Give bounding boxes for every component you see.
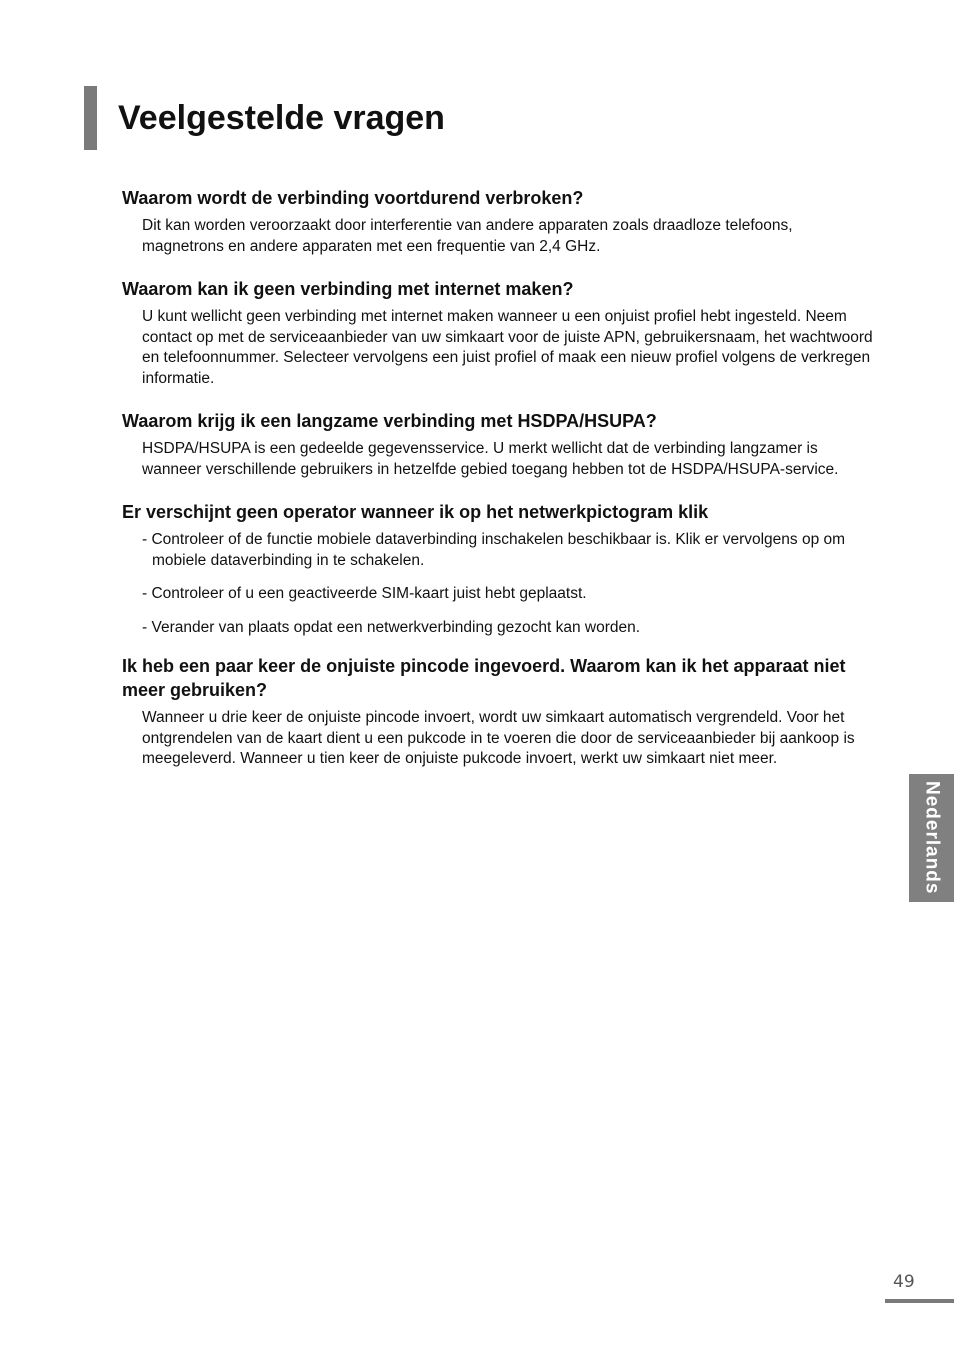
- faq-section: [122, 186, 874, 790]
- list-item: - Controleer of de functie mobiele dataverbinding inschakelen beschikbaar is. Klik er vervolgens op om mobiele dataverbinding in te schakelen.: [142, 530, 874, 571]
- faq-question: Waarom krijg ik een langzame verbinding met HSDPA/HSUPA?: [122, 411, 657, 431]
- list-item: - Verander van plaats opdat een netwerkverbinding gezocht kan worden.: [142, 618, 874, 639]
- faq-answer: U kunt wellicht geen verbinding met internet maken wanneer u een onjuist profiel hebt ingesteld. Neem contact op met de serviceaanbieder van uw simkaart voor de juiste APN, gebruikersnaam, het wachtwoord en telefoonnummer. Selecteer vervolgens een juist profiel of maak een nieuw profiel volgens de verkregen informatie.: [142, 308, 873, 387]
- faq-answer: Wanneer u drie keer de onjuiste pincode invoert, wordt uw simkaart automatisch vergrendeld. Voor het ontgrendelen van de kaart dient u een pukcode in te voeren die door de serviceaanbieder bij aankoop is meegeleverd. Wanneer u tien keer de onjuiste pukcode invoert, werkt uw simkaart niet meer.: [142, 709, 855, 767]
- faq-item: [122, 500, 874, 638]
- page-title: Veelgestelde vragen: [118, 99, 445, 137]
- faq-question: Waarom kan ik geen verbinding met internet maken?: [122, 279, 574, 299]
- faq-answer: Dit kan worden veroorzaakt door interferentie van andere apparaten zoals draadloze telefoons, magnetrons en andere apparaten met een frequentie van 2,4 GHz.: [142, 217, 793, 255]
- faq-question: Waarom wordt de verbinding voortdurend verbroken?: [122, 188, 584, 208]
- faq-answer: HSDPA/HSUPA is een gedeelde gegevensservice. U merkt wellicht dat de verbinding langzamer is wanneer verschillende gebruikers in hetzelfde gebied toegang hebben tot de HSDPA/HSUPA-service.: [142, 440, 839, 478]
- faq-item: [122, 654, 874, 770]
- faq-bullet-list: [142, 530, 874, 638]
- list-item: - Controleer of u een geactiveerde SIM-kaart juist hebt geplaatst.: [142, 584, 874, 605]
- page-number-rule: [885, 1299, 954, 1303]
- faq-question: Er verschijnt geen operator wanneer ik op het netwerkpictogram klik: [122, 502, 709, 522]
- language-tab-label: Nederlands: [921, 781, 943, 895]
- faq-item: [122, 277, 874, 389]
- faq-item: [122, 186, 874, 257]
- language-tab: [909, 774, 954, 902]
- faq-item: [122, 409, 874, 480]
- page-number: 49: [893, 1272, 915, 1292]
- title-accent-bar: [84, 86, 97, 150]
- faq-question: Ik heb een paar keer de onjuiste pincode ingevoerd. Waarom kan ik het apparaat niet meer gebruiken?: [122, 656, 846, 700]
